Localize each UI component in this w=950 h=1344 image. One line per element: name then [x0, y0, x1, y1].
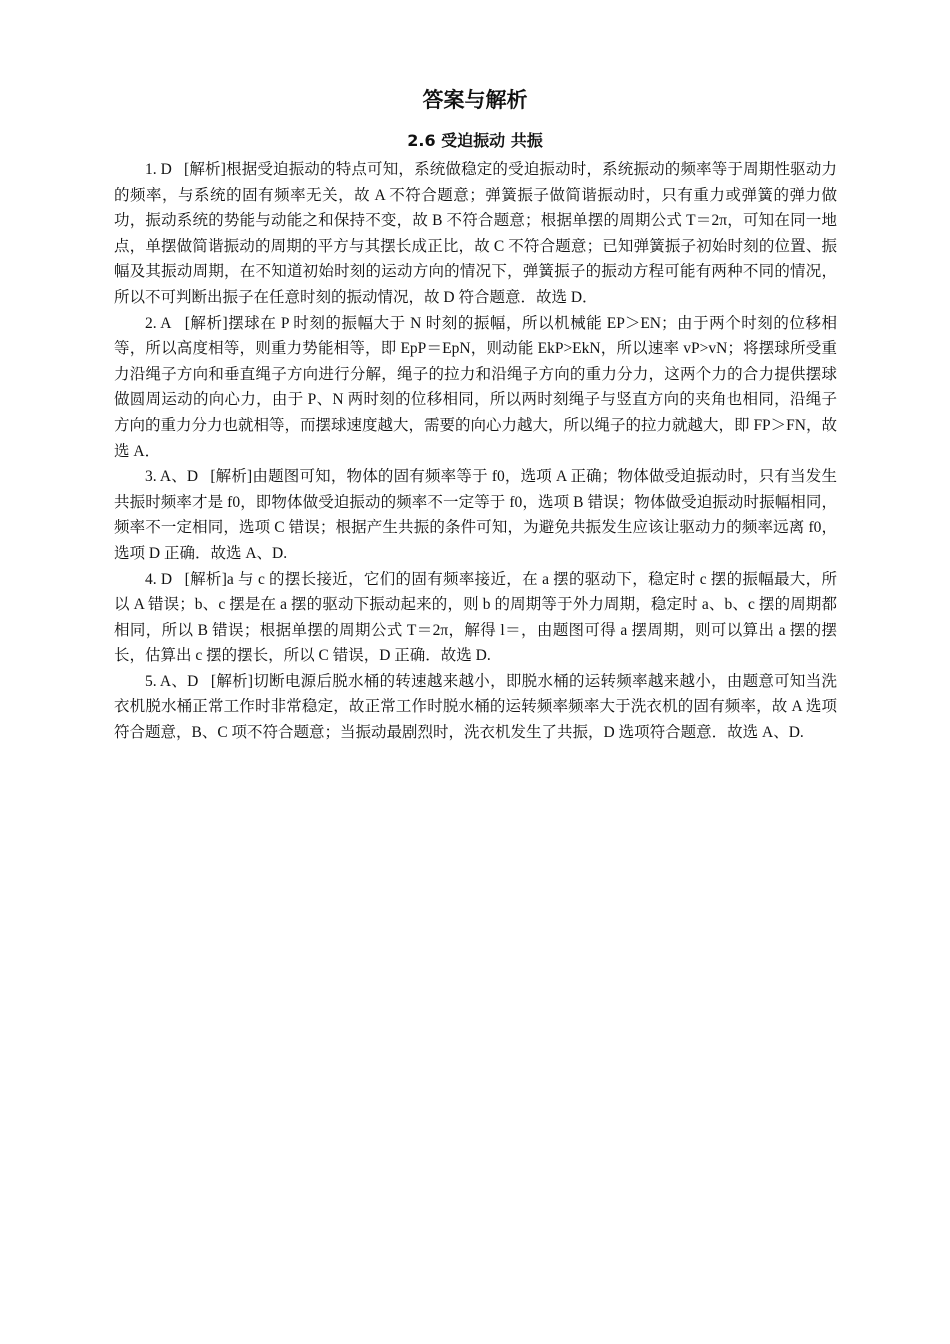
- analysis-text: 由题图可知，物体的固有频率等于 f0，选项 A 正确；物体做受迫振动时，只有当发生共振时频率才是 f0，即物体做受迫振动的频率不一定等于 f0，选项 B 错误；物体做受迫振动时振幅相同，频率不一定相同，选项 C 错误；根据产生共振的条件可知，为避免共振发生应该让驱动力的频率远离 f0，选项 D 正确．故选 A、D.: [114, 468, 837, 562]
- analysis-tag: [解析]: [184, 314, 228, 332]
- analysis-tag: [解析]: [184, 570, 227, 588]
- analysis-text: 切断电源后脱水桶的转速越来越小，即脱水桶的运转频率越来越小，由题意可知当洗衣机脱水桶正常工作时非常稳定，故正常工作时脱水桶的运转频率频率大于洗衣机的固有频率，故 A 选项符合题意，B、C 项不符合题意；当振动最剧烈时，洗衣机发生了共振，D 选项符合题意．故选 A、D.: [114, 672, 837, 742]
- analysis-text: a 与 c 的摆长接近，它们的固有频率接近，在 a 摆的驱动下，稳定时 c 摆的振幅最大，所以 A 错误；b、c 摆是在 a 摆的驱动下振动起来的，则 b 的周期等于外力周期，稳定时 a、b、c 摆的周期都相同，所以 B 错误；根据单摆的周期公式 T＝2π，解得 l＝，由题图可得 a 摆周期，则可以算出 a 摆的摆长，估算出 c 摆的摆长，所以 C 错误，D 正确．故选 D.: [114, 570, 837, 665]
- answer-item: [114, 157, 837, 311]
- analysis-tag: [解析]: [210, 468, 253, 486]
- section-title: 2.6 受迫振动 共振: [407, 131, 543, 150]
- analysis-text: 摆球在 P 时刻的振幅大于 N 时刻的振幅，所以机械能 EP＞EN；由于两个时刻的位移相等，所以高度相等，则重力势能相等，即 EpP＝EpN，则动能 EkP>EkN，所以速率 vP>vN；将摆球所受重力沿绳子方向和垂直绳子方向进行分解，绳子的拉力和沿绳子方向的重力分力，这两个力的合力提供摆球做圆周运动的向心力，由于 P、N 两时刻的位移相同，所以两时刻绳子与竖直方向的夹角也相同，沿绳子方向的重力分力也就相等，而摆球速度越大，需要的向心力越大，所以绳子的拉力就越大，即 FP＞FN，故选 A．: [114, 314, 838, 460]
- answer-number: 3. A、D: [145, 468, 199, 486]
- analysis-tag: [解析]: [184, 161, 226, 178]
- answer-item: [114, 567, 837, 669]
- answer-item: [114, 669, 837, 746]
- answer-item: [114, 464, 837, 566]
- answer-number: 1. D: [145, 161, 172, 178]
- answer-list: [114, 157, 837, 746]
- page-title: 答案与解析: [422, 88, 528, 112]
- answer-item: [114, 311, 837, 465]
- analysis-text: 根据受迫振动的特点可知，系统做稳定的受迫振动时，系统振动的频率等于周期性驱动力的频率，与系统的固有频率无关，故 A 不符合题意；弹簧振子做简谐振动时，只有重力或弹簧的弹力做功，振动系统的势能与动能之和保持不变，故 B 不符合题意；根据单摆的周期公式 T＝2π，可知在同一地点，单摆做简谐振动的周期的平方与其摆长成正比，故 C 不符合题意；已知弹簧振子初始时刻的位置、振幅及其振动周期，在不知道初始时刻的运动方向的情况下，弹簧振子的振动方程可能有两种不同的情况，所以不可判断出振子在任意时刻的振动情况，故 D 符合题意．故选 D．: [114, 161, 837, 306]
- analysis-tag: [解析]: [210, 672, 254, 690]
- answer-number: 5. A、D: [145, 672, 199, 690]
- answer-number: 4. D: [145, 570, 173, 588]
- answer-number: 2. A: [145, 314, 172, 332]
